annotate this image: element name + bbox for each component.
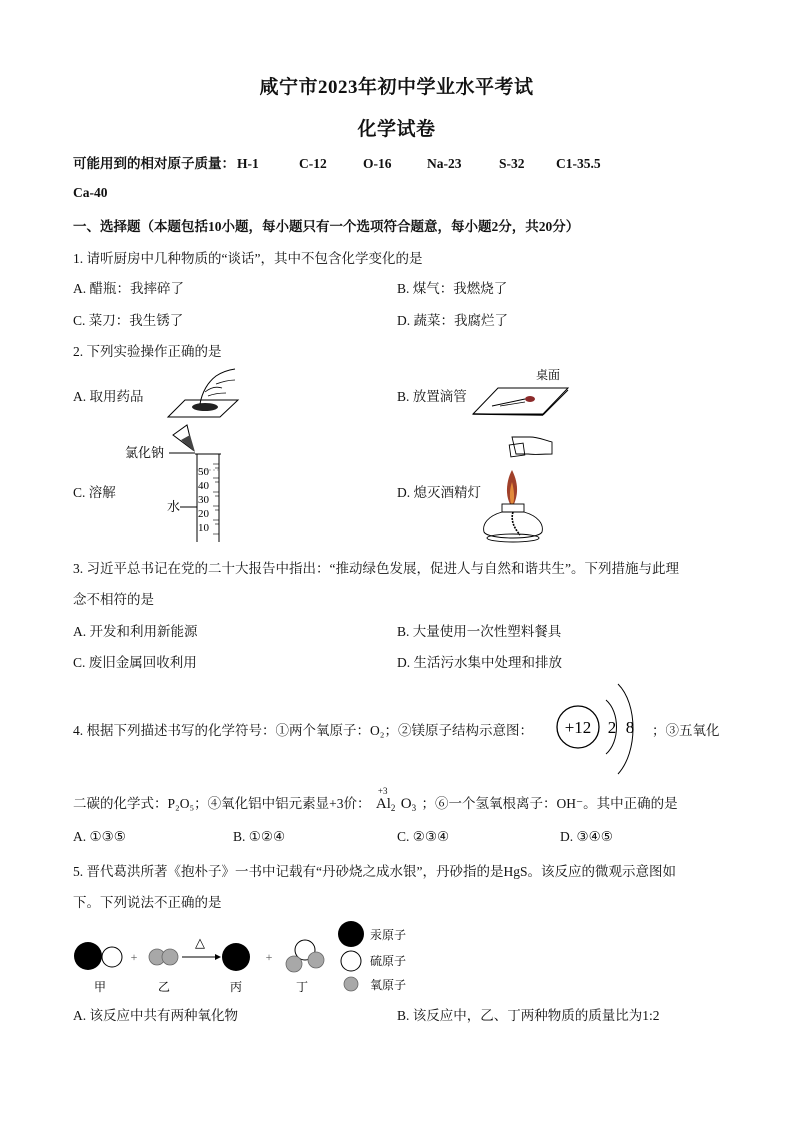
al-subscript: 2	[390, 803, 396, 813]
mass-na: Na-23	[427, 156, 462, 171]
mass-cl: C1-35.5	[556, 156, 601, 171]
q1-option-b: B. 煤气：我燃烧了	[397, 281, 508, 296]
q4-line2-b: ；⑥一个氢氧根离子：OH⁻。其中正确的是	[421, 796, 678, 811]
shell2-electrons: 8	[625, 718, 635, 737]
q4-stem-part2: ；③五氧化	[652, 723, 720, 738]
mass-ca: Ca-40	[73, 185, 108, 200]
legend-oxygen-icon	[344, 977, 358, 991]
mass-h: H-1	[237, 156, 259, 171]
legend-mercury-icon	[338, 921, 364, 947]
q2-stem: 2. 下列实验操作正确的是	[73, 344, 222, 359]
q4-option-b: B. ①②④	[233, 829, 286, 844]
legend	[338, 921, 406, 992]
tick-50: 50	[198, 466, 209, 478]
plus-sign-1: +	[130, 950, 138, 964]
q2-option-c: C. 溶解	[73, 485, 116, 500]
plus-sign-2: +	[265, 950, 273, 964]
molecule-bing	[222, 943, 250, 971]
label-jia: 甲	[93, 980, 107, 994]
q4-line2-a: 二碳的化学式：P₂O₅；④氧化铝中铝元素显+3价：	[73, 796, 371, 811]
desk-label: 桌面	[536, 368, 561, 382]
molecule-yi	[149, 949, 178, 965]
q3-option-a: A. 开发和利用新能源	[73, 624, 198, 639]
q3-option-c: C. 废旧金属回收利用	[73, 655, 197, 670]
q2-option-d: D. 熄灭酒精灯	[397, 485, 481, 500]
atomic-masses-label: 可能用到的相对原子质量：	[73, 156, 235, 171]
al2o3-formula	[375, 786, 417, 813]
o-symbol: O	[400, 796, 412, 812]
molecule-ding	[286, 940, 324, 972]
shell1-electrons: 2	[607, 718, 617, 737]
q1-option-a: A. 醋瓶：我摔碎了	[73, 281, 184, 296]
q4-stem-line2	[73, 786, 678, 813]
legend-sulfur-icon	[341, 951, 361, 971]
tick-30: 30	[198, 494, 209, 506]
water-label: 水	[167, 499, 181, 514]
al-symbol: Al	[375, 796, 391, 812]
label-bing: 丙	[229, 980, 243, 994]
legend-mercury: 汞原子	[370, 928, 407, 942]
figure-dropper-on-desk	[470, 366, 570, 418]
tick-40: 40	[198, 480, 209, 492]
q5-stem-line1: 5. 晋代葛洪所著《抱朴子》一书中记载有“丹砂烧之成水银”，丹砂指的是HgS。该反应的微观示意图如	[73, 864, 676, 879]
label-ding: 丁	[295, 980, 309, 994]
molecule-jia	[74, 942, 122, 970]
tick-10: 10	[198, 522, 209, 534]
figure-taking-chemicals	[150, 362, 240, 422]
q1-option-c: C. 菜刀：我生锈了	[73, 313, 184, 328]
label-yi: 乙	[157, 980, 171, 994]
atomic-masses	[73, 152, 601, 172]
q5-option-b: B. 该反应中，乙、丁两种物质的质量比为1:2	[397, 1008, 660, 1023]
o-subscript: 3	[411, 803, 417, 813]
reaction-arrow-icon	[215, 954, 221, 960]
legend-oxygen: 氧原子	[370, 978, 407, 992]
nucleus-charge: +12	[564, 718, 592, 737]
section-heading: 一、选择题（本题包括10小题，每小题只有一个选项符合题意，每小题2分，共20分）	[73, 219, 580, 234]
q2-option-a: A. 取用药品	[73, 389, 144, 404]
mass-c: C-12	[299, 156, 327, 171]
q2-option-b: B. 放置滴管	[397, 389, 467, 404]
q4-option-d: D. ③④⑤	[560, 829, 613, 844]
magnesium-atom-diagram	[550, 682, 650, 780]
heat-condition: △	[195, 935, 205, 950]
q4-stem-part1: 4. 根据下列描述书写的化学符号：①两个氧原子：O₂；②镁原子结构示意图：	[73, 723, 533, 738]
q5-stem-line2: 下。下列说法不正确的是	[73, 895, 222, 910]
q1-stem: 1. 请听厨房中几种物质的“谈话”，其中不包含化学变化的是	[73, 251, 423, 266]
exam-title: 咸宁市2023年初中学业水平考试	[259, 77, 534, 98]
legend-sulfur: 硫原子	[370, 954, 407, 968]
q4-option-a: A. ①③⑤	[73, 829, 126, 844]
mass-s: S-32	[499, 156, 525, 171]
q3-option-b: B. 大量使用一次性塑料餐具	[397, 624, 562, 639]
mass-o: O-16	[363, 156, 392, 171]
reaction-micro-diagram	[70, 917, 430, 999]
q5-option-a: A. 该反应中共有两种氧化物	[73, 1008, 238, 1023]
al-valence: +3	[377, 786, 388, 796]
q1-option-d: D. 蔬菜：我腐烂了	[397, 313, 508, 328]
figure-dissolving-cylinder	[125, 420, 235, 545]
q3-option-d: D. 生活污水集中处理和排放	[397, 655, 562, 670]
q3-stem-line2: 念不相符的是	[73, 592, 154, 607]
tick-20: 20	[198, 508, 209, 520]
q3-stem-line1: 3. 习近平总书记在党的二十大报告中指出：“推动绿色发展，促进人与自然和谐共生”。下列措施与此理	[73, 561, 679, 576]
q4-option-c: C. ②③④	[397, 829, 450, 844]
nacl-label: 氯化钠	[125, 445, 165, 460]
exam-subtitle: 化学试卷	[357, 119, 436, 140]
figure-alcohol-lamp	[480, 432, 560, 547]
